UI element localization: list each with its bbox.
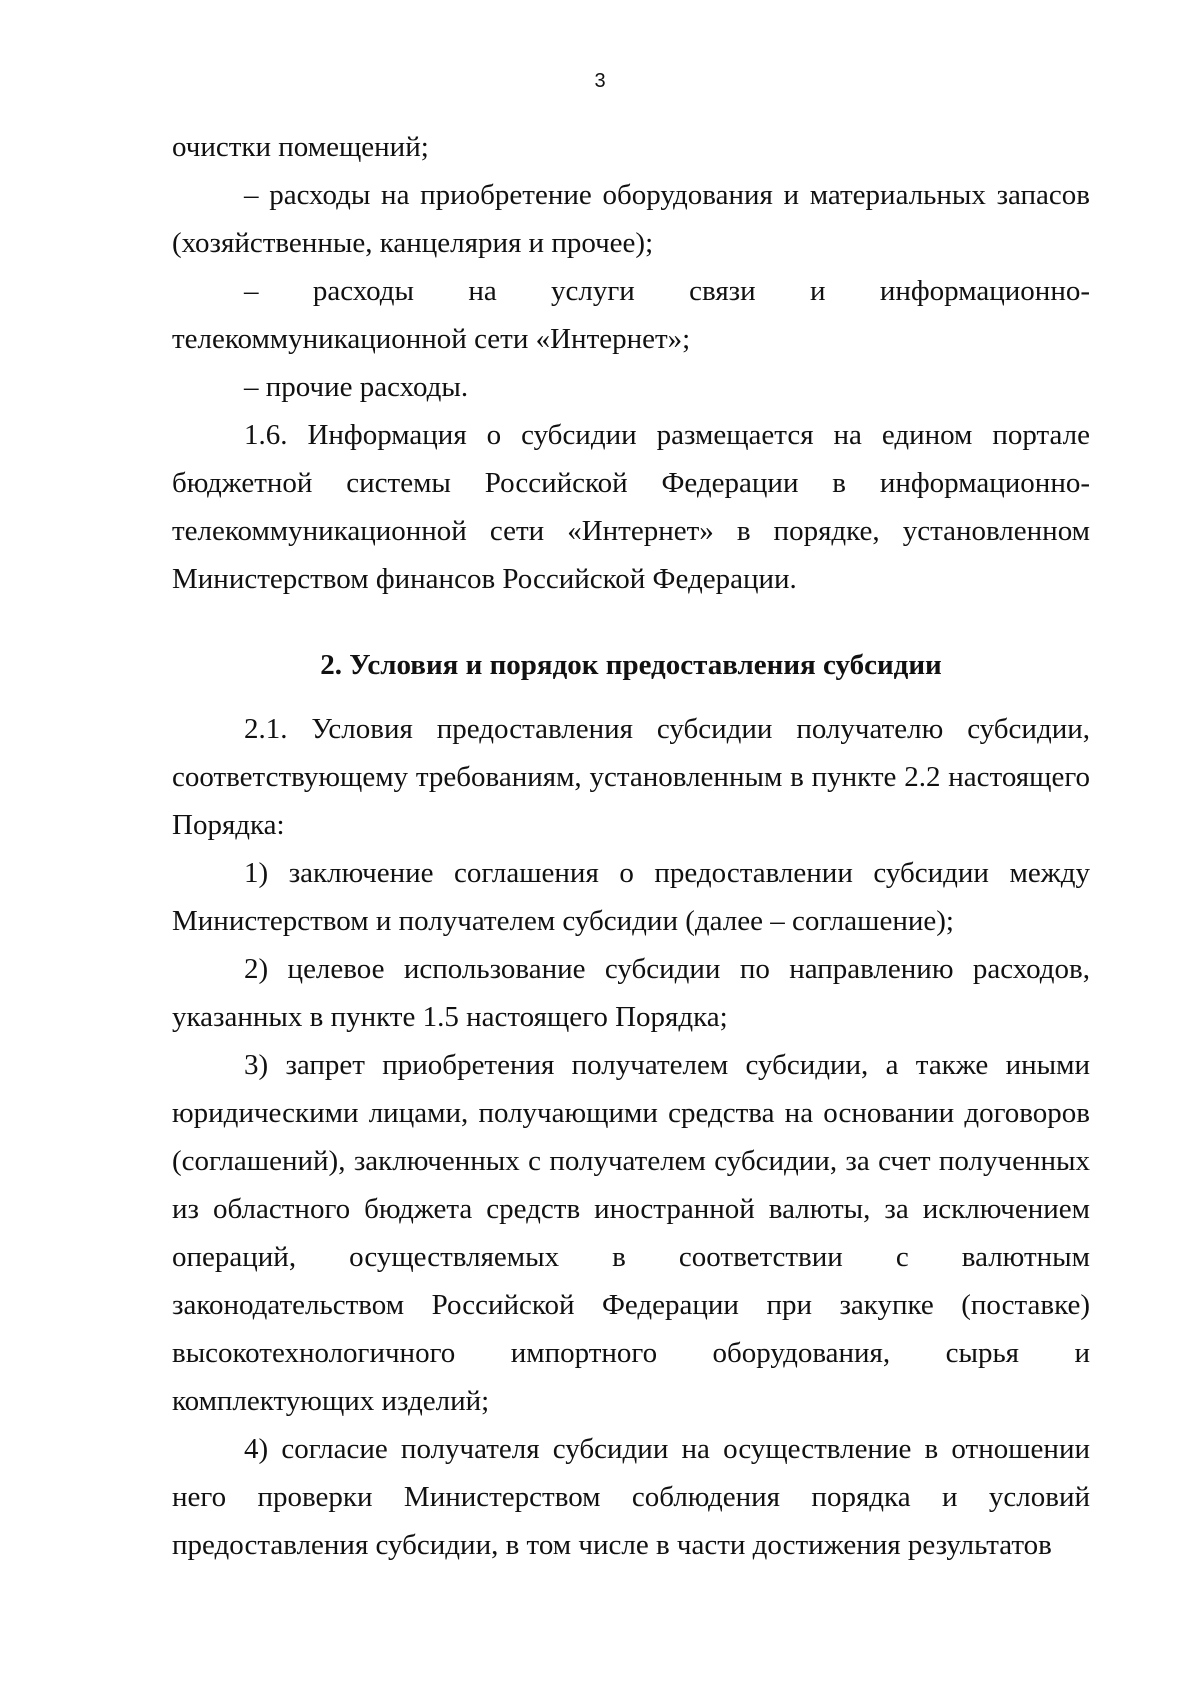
page-number: 3: [594, 70, 606, 92]
list-item-4: 4) согласие получателя субсидии на осуществление в отношении него проверки Министерством соблюдения порядка и условий предоставления субсидии, в том числе в части достижения результатов: [172, 1433, 1090, 1561]
document-body: [172, 123, 1090, 1569]
paragraph-1-6: 1.6. Информация о субсидии размещается на едином портале бюджетной системы Российской Федерации в информационно-телекоммуникационной сети «Интернет» в порядке, установленном Министерством финансов Российской Федерации.: [172, 419, 1090, 595]
list-item-equipment-expenses: – расходы на приобретение оборудования и материальных запасов (хозяйственные, канцелярия и прочее);: [172, 179, 1090, 259]
paragraph-continuation: очистки помещений;: [172, 131, 429, 163]
list-item-1: 1) заключение соглашения о предоставлении субсидии между Министерством и получателем субсидии (далее – соглашение);: [172, 857, 1090, 937]
list-item-2: 2) целевое использование субсидии по направлению расходов, указанных в пункте 1.5 настоящего Порядка;: [172, 953, 1090, 1033]
section-heading: 2. Условия и порядок предоставления субсидии: [320, 649, 942, 681]
list-item-communication-expenses: – расходы на услуги связи и информационно-телекоммуникационной сети «Интернет»;: [172, 275, 1090, 355]
paragraph-2-1: 2.1. Условия предоставления субсидии получателю субсидии, соответствующему требованиям, установленным в пункте 2.2 настоящего Порядка:: [172, 713, 1090, 841]
list-item-other-expenses: – прочие расходы.: [244, 371, 469, 403]
list-item-3: 3) запрет приобретения получателем субсидии, а также иными юридическими лицами, получающими средства на основании договоров (соглашений), заключенных с получателем субсидии, за счет полученных из областного бюджета средств иностранной валюты, за исключением операций, осуществляемых в соответствии с валютным законодательством Российской Федерации при закупке (поставке) высокотехнологичного импортного оборудования, сырья и комплектующих изделий;: [172, 1049, 1090, 1417]
